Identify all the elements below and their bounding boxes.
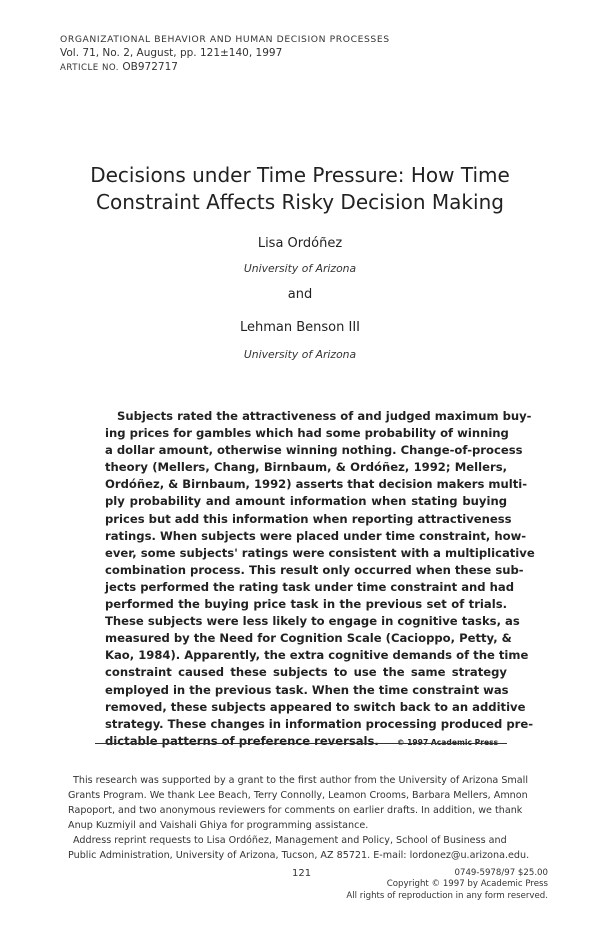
second-author: Lehman Benson III xyxy=(239,320,360,335)
first-author-affiliation: University of Arizona xyxy=(243,262,357,275)
abstract-line: Ordóñez, & Birnbaum, 1992) asserts that decision makers multi- xyxy=(105,477,528,492)
article-label: ARTICLE NO. xyxy=(60,63,120,73)
abstract-line: combination process. This result only occurred when these sub- xyxy=(105,562,524,577)
paper-title xyxy=(40,162,560,216)
abstract-line: Subjects rated the attractiveness of and judged maximum buy- xyxy=(117,409,532,423)
abstract-line: theory (Mellers, Chang, Birnbaum, & Ordóñez, 1992; Mellers, xyxy=(105,460,507,475)
footnote-line: Grants Program. We thank Lee Beach, Terry Connolly, Leamon Crooms, Barbara Mellers, Amnon xyxy=(68,790,528,801)
abstract-line: strategy. These changes in information processing produced pre- xyxy=(105,716,534,731)
abstract-line: dictable patterns of preference reversals. xyxy=(105,733,379,748)
section-divider xyxy=(95,743,507,744)
footnote-line: Rapoport, and two anonymous reviewers for comments on earlier drafts. In addition, we thank xyxy=(68,805,523,816)
rights-line: All rights of reproduction in any form reserved. xyxy=(346,890,548,901)
article-id: OB972717 xyxy=(122,61,178,73)
abstract-line: removed, these subjects appeared to switch back to an additive xyxy=(105,699,526,714)
abstract-line: a dollar amount, otherwise winning nothing. Change-of-process xyxy=(105,443,523,458)
journal-name: ORGANIZATIONAL BEHAVIOR AND HUMAN DECISION PROCESSES xyxy=(60,34,390,45)
footnote-line: Anup Kuzmiyil and Vaishali Ghiya for programming assistance. xyxy=(68,820,369,831)
abstract-line: ever, some subjects' ratings were consistent with a multiplicative xyxy=(105,545,535,560)
abstract-line: ing prices for gambles which had some probability of winning xyxy=(105,426,509,441)
price-code: 0749-5978/97 $25.00 xyxy=(454,868,548,878)
journal-header xyxy=(60,34,540,75)
article-number xyxy=(60,60,540,75)
second-author-affiliation: University of Arizona xyxy=(243,348,357,361)
abstract-line: ratings. When subjects were placed under time constraint, how- xyxy=(105,528,527,543)
footnote-line: Address reprint requests to Lisa Ordóñez, Management and Policy, School of Business and xyxy=(73,835,507,846)
page-number: 121 xyxy=(292,868,312,879)
abstract xyxy=(105,408,535,750)
abstract-line: jects performed the rating task under time constraint and had xyxy=(105,579,515,594)
abstract-line: constraint caused these subjects to use the same strategy xyxy=(105,665,507,680)
footnotes xyxy=(68,773,548,863)
abstract-line: ply probability and amount information when stating buying xyxy=(105,494,507,509)
abstract-line: Kao, 1984). Apparently, the extra cognitive demands of the time xyxy=(105,648,529,663)
title-line: Constraint Affects Risky Decision Making xyxy=(96,190,504,214)
copyright-line: Copyright © 1997 by Academic Press xyxy=(386,879,548,890)
first-author: Lisa Ordóñez xyxy=(257,236,343,251)
author-conjunction: and xyxy=(287,287,313,302)
abstract-line: These subjects were less likely to engage in cognitive tasks, as xyxy=(105,614,520,629)
abstract-line: measured by the Need for Cognition Scale (Cacioppo, Petty, & xyxy=(105,631,512,646)
volume-line: Vol. 71, No. 2, August, pp. 121±140, 1997 xyxy=(60,47,283,59)
abstract-line: prices but add this information when reporting attractiveness xyxy=(105,511,512,526)
title-line: Decisions under Time Pressure: How Time xyxy=(90,163,510,187)
abstract-line: performed the buying price task in the previous set of trials. xyxy=(105,597,507,612)
abstract-last-line xyxy=(105,733,507,750)
footnote-line: Public Administration, University of Arizona, Tucson, AZ 85721. E-mail: lordonez@u.arizona.edu. xyxy=(68,850,530,861)
footnote-line: This research was supported by a grant to the first author from the University of Arizona Small xyxy=(73,775,528,786)
abstract-line: employed in the previous task. When the time constraint was xyxy=(105,682,509,697)
copyright-block xyxy=(328,868,548,902)
abstract-copyright: © 1997 Academic Press xyxy=(396,737,499,747)
